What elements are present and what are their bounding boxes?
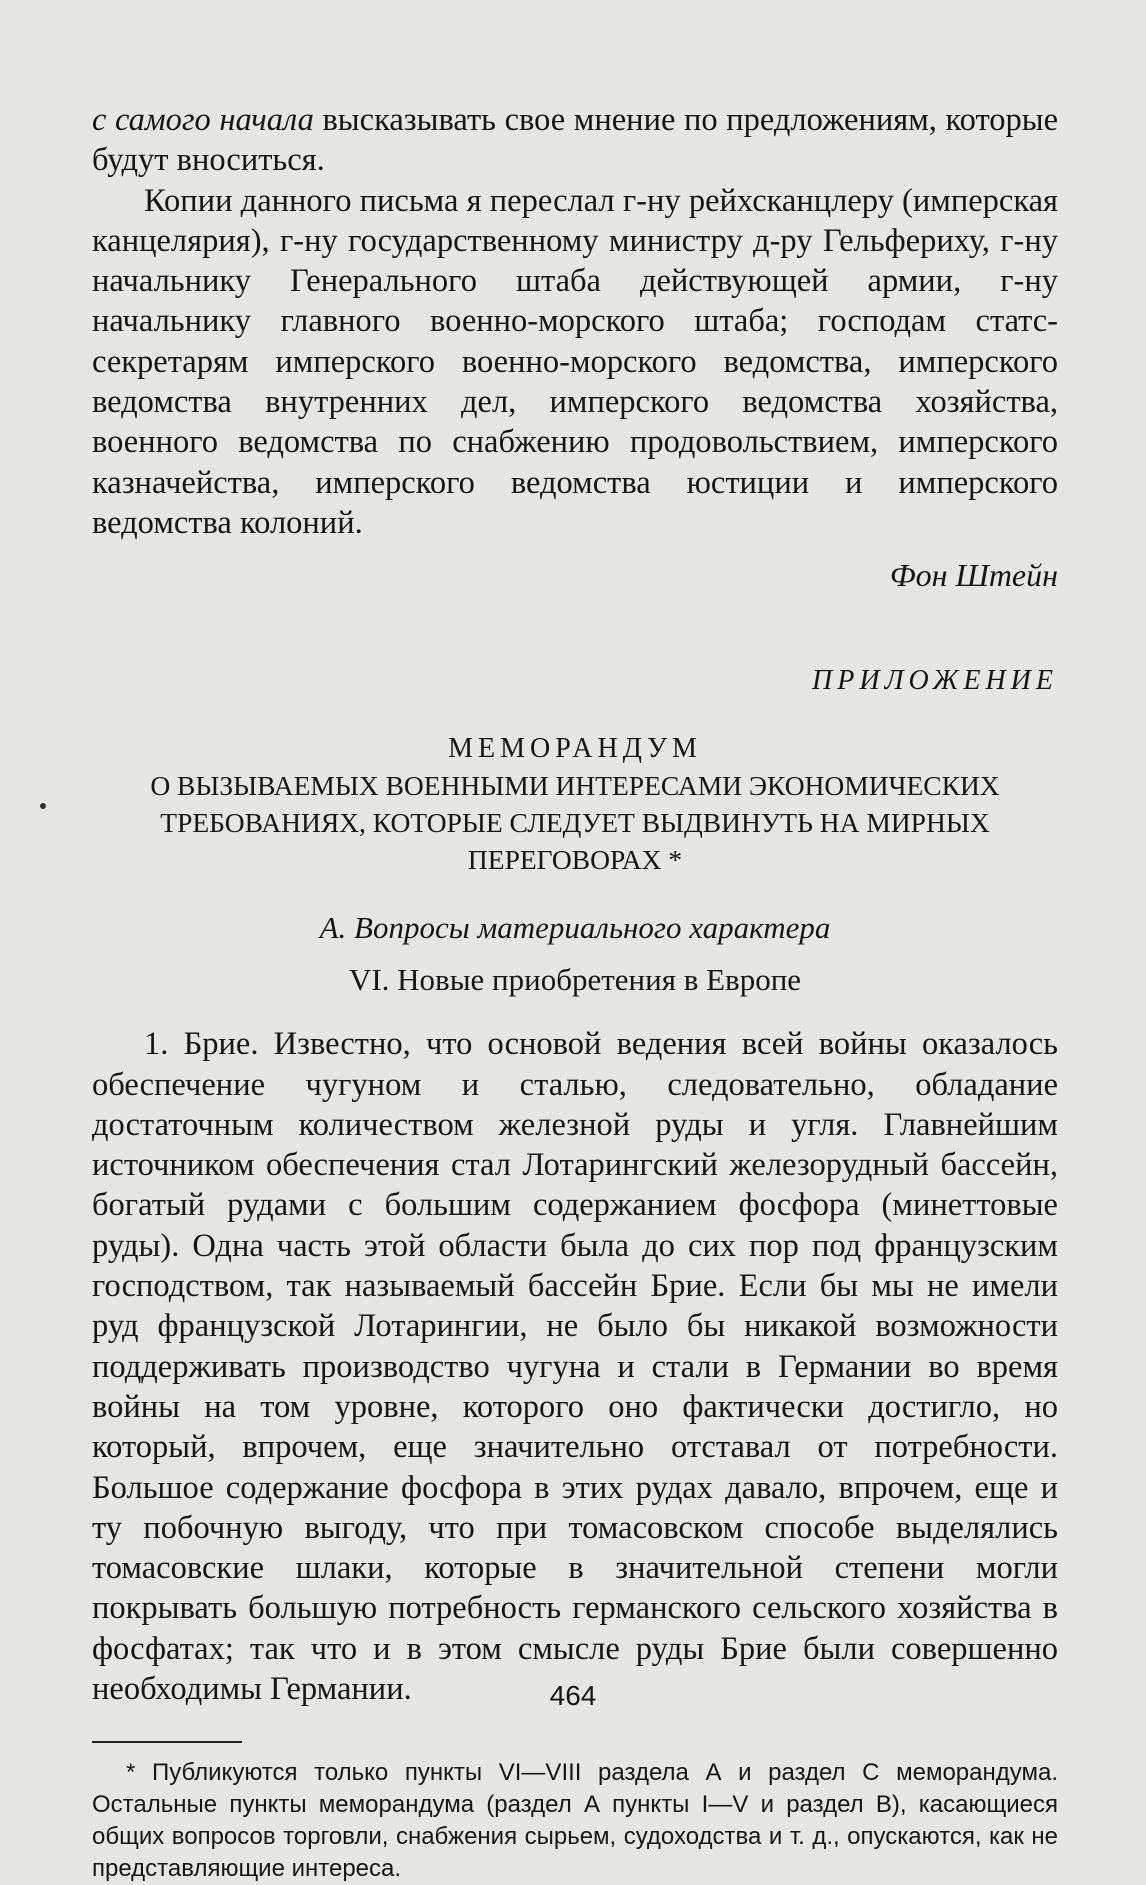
intro-rest: высказывать свое мнение по предложениям, которые будут вноситься. — [92, 102, 1058, 179]
memo-title: МЕМОРАНДУМ — [448, 733, 702, 765]
signature: Фон Штейн — [889, 557, 1058, 594]
document-page — [92, 100, 1058, 1885]
footnote-rule — [92, 1741, 242, 1743]
memo-subtitle: О ВЫЗЫВАЕМЫХ ВОЕННЫМИ ИНТЕРЕСАМИ ЭКОНОМИЧЕСКИХ ТРЕБОВАНИЯХ, КОТОРЫЕ СЛЕДУЕТ ВЫДВИНУТЬ НА МИРНЫХ ПЕРЕГОВОРАХ * — [150, 770, 1000, 876]
footnote: * Публикуются только пункты VI—VIII раздела А и раздел С меморандума. Остальные пункты меморандума (раздел А пункты I—V и раздел В), касающиеся общих вопросов торговли, снабжения сырьем, судоходства и т. д., опускаются, как не представляющие интереса. — [92, 1759, 1058, 1883]
section-heading-vi: VI. Новые приобретения в Европе — [348, 962, 802, 998]
appendix-label: ПРИЛОЖЕНИЕ — [812, 665, 1058, 697]
copies-paragraph: Копии данного письма я переслал г-ну рейхсканцлеру (имперская канцелярия), г-ну государственному министру д-ру Гельфериху, г-ну начальнику Генерального штаба действующей армии, г-ну начальнику главного военно-морского штаба; господам статс-секретарям имперского военно-морского ведомства, имперского ведомства внутренних дел, имперского ведомства хозяйства, военного ведомства по снабжению продовольствием, имперского казначейства, имперского ведомства юстиции и имперского ведомства колоний. — [92, 182, 1058, 541]
paragraph-brie: 1. Брие. Известно, что основой ведения всей войны оказалось обеспечение чугуном и сталью, следовательно, обладание достаточным количеством железной руды и угля. Главнейшим источником обеспечения стал Лотарингский железорудный бассейн, богатый рудами с большим содержанием фосфора (минеттовые руды). Одна часть этой области была до сих пор под французским господством, так называемый бассейн Брие. Если бы мы не имели руд французской Лотарингии, не было бы никакой возможности поддерживать производство чугуна и стали в Германии во время войны на том уровне, которого оно фактически достигло, но который, впрочем, еще значительно отставал от потребности. Большое содержание фосфора в этих рудах давало, впрочем, еще и ту побочную выгоду, что при томасовском способе выделялись томасовские шлаки, которые в значительной степени могли покрывать большую потребность германского сельского хозяйства в фосфатах; так что и в этом смысле руды Брие были совершенно необходимы Германии. — [92, 1026, 1058, 1708]
intro-italic-lead: с самого начала — [92, 102, 314, 138]
stray-mark — [40, 803, 46, 809]
intro-paragraph — [92, 100, 1058, 181]
section-heading-a: А. Вопросы материального характера — [319, 910, 831, 946]
page-number: 464 — [549, 1680, 597, 1711]
